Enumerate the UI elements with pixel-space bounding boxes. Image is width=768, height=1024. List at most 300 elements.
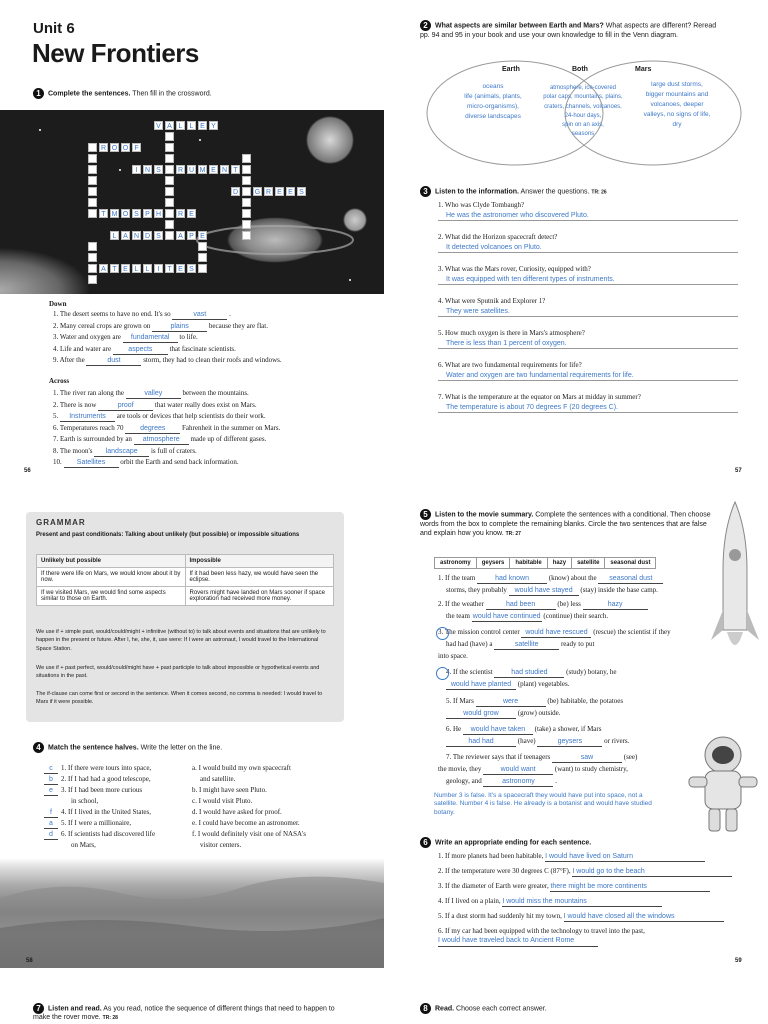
ex4-right-item: a. I would build my own spacecraft [192, 764, 291, 772]
venn-both-line: spin on an axis, [562, 122, 604, 129]
ex5-answer-input[interactable]: hazy [583, 600, 648, 610]
across-list-clue-rest: is full of craters. [149, 446, 197, 455]
ex3-question: 4. What were Sputnik and Explorer 1? [438, 297, 546, 305]
ex5-mid-text: (want) to study chemistry, [553, 765, 628, 773]
crossword-down-plains-cell [165, 143, 174, 152]
crossword-atmosphere-cell: R [177, 211, 184, 218]
crossword-instruments-cell: S [154, 165, 163, 174]
ex5-word: geysers [476, 557, 511, 569]
ex3-item [438, 393, 738, 413]
ex1-number: 1 [33, 88, 44, 99]
ex6-answer-input[interactable]: I would have traveled back to Ancient Rome [438, 936, 598, 946]
ex6-answer-input[interactable]: I would go to the beach [572, 867, 732, 877]
crossword-satellites-cell: T [165, 264, 174, 273]
ex5-text: 3. The mission control center [438, 628, 522, 636]
crossword-degrees-cell: D [232, 189, 239, 196]
ex5-answer-input[interactable]: would have stayed [509, 586, 579, 596]
page-number-56: 56 [24, 468, 31, 474]
across-clue [53, 447, 197, 457]
crossword-satellites-cell: I [154, 264, 163, 273]
ex4-right-item: b. I might have seen Pluto. [192, 786, 267, 794]
crossword-degrees-cell: S [297, 187, 306, 196]
ex3-answer-input[interactable]: He was the astronomer who discovered Pluto. [438, 209, 738, 221]
ex5-circle-3 [436, 627, 449, 640]
ex4-left-item [44, 830, 155, 840]
crossword-down-plains-cell [165, 154, 174, 163]
crossword-proof-cell: F [132, 143, 141, 152]
grammar-subtitle: Present and past conditionals: Talking about unlikely (but possible) or impossible situations [36, 532, 300, 538]
crossword-down-plains-cell [165, 198, 174, 207]
across-list-clue-text: 5. [53, 412, 60, 420]
crossword-valley-cell: E [198, 121, 207, 130]
ex6-answer-input[interactable]: I would have closed all the windows [564, 912, 724, 922]
ex3-item [438, 297, 738, 317]
ex5-or-rivers: or rivers. [602, 737, 630, 745]
down-list-clue-rest: to life. [177, 333, 198, 341]
crossword-down-plains-cell [165, 187, 174, 196]
across-label: Across [49, 377, 70, 385]
crossword-down-plains-cell [165, 176, 174, 185]
crossword-instruments-cell: R [177, 167, 184, 174]
crossword-atmosphere-cell: E [187, 209, 196, 218]
crossword-down-fundamental-cell [242, 154, 251, 163]
ex5-answer-input[interactable]: would want [483, 765, 553, 775]
ex4-left-text: 2. If I had had a good telescope, [61, 775, 151, 783]
ex4-right-item: d. I would have asked for proof. [192, 808, 282, 816]
ex5-circle-4 [436, 667, 449, 680]
venn-earth-text [448, 82, 538, 122]
ex4-answer-input[interactable]: f [44, 808, 58, 818]
ex6-text: 3. If the diameter of Earth were greater, [438, 882, 551, 890]
crossword-landscape-cell: E [198, 231, 207, 240]
crossword-down-fundamental-cell [242, 198, 251, 207]
unit-title: New Frontiers [32, 38, 199, 68]
crossword-valley-cell: L [187, 121, 196, 130]
across-list-answer-input[interactable]: Instruments [60, 412, 115, 422]
grammar-note-3: The if-clause can come first or second in the sentence. When it comes second, no comma is needed: I would travel to Mars if it were possible. [36, 691, 323, 706]
ex6-number: 6 [420, 837, 431, 848]
crossword-landscape-cell: A [121, 231, 130, 240]
across-list-answer-input[interactable]: proof [98, 401, 153, 411]
ex5-mid-text: (see) [622, 753, 638, 761]
ex2-number: 2 [420, 20, 431, 31]
ex5-line [438, 652, 468, 661]
venn-earth-line: oceans [482, 83, 504, 90]
ex5-answer-input[interactable]: would have continued [472, 612, 542, 622]
crossword-atmosphere-cell: T [99, 209, 108, 218]
crossword-landscape-cell: L [110, 231, 119, 240]
ex5-text: geology, and [446, 777, 484, 785]
crossword-instruments-cell: M [199, 167, 206, 174]
ex6-item [438, 912, 738, 922]
grammar-title: GRAMMAR [36, 518, 86, 527]
crossword-proof-cell: R [100, 145, 107, 152]
across-list-clue-text: 6. Temperatures reach 70 [53, 423, 126, 432]
ex4-left-text: 5. If I were a millionaire, [61, 819, 132, 827]
ex5-answer-input[interactable]: astronomy [483, 777, 553, 787]
crossword-valley-cell: A [165, 121, 174, 130]
grammar-table [36, 554, 334, 606]
crossword-atmosphere-cell: P [143, 209, 152, 218]
across-clue [53, 401, 257, 411]
down-list-clue-text: 1. The desert seems to have no end. It's so [53, 310, 173, 318]
crossword-atmosphere-cell: M [111, 211, 118, 218]
ex4-right-item: visitor centers. [200, 841, 242, 849]
crossword-atmosphere-cell: S [132, 209, 141, 218]
crossword-down-aspects-cell [198, 253, 207, 262]
down-list-answer-input[interactable]: fundamental [123, 333, 178, 343]
crossword-down-vast-cell [88, 198, 97, 207]
ex6-text: 6. If my car had been equipped with the technology to travel into the past, [438, 927, 645, 935]
across-list-clue-text: 7. Earth is surrounded by an [53, 435, 134, 443]
crossword-satellites-cell: S [187, 264, 196, 273]
down-list-clue-text: 3. Water and oxygen are [53, 333, 123, 341]
venn-mars-line: bigger mountains and [645, 91, 709, 99]
crossword-down-vast-cell [88, 209, 97, 218]
venn-label-earth: Earth [502, 66, 520, 73]
ex5-answer-input[interactable]: had had [446, 737, 516, 747]
crossword-landscape-cell: D [144, 233, 151, 240]
venn-earth-line: diverse landscapes [465, 113, 521, 121]
unit-label: Unit 6 [33, 20, 75, 37]
ex5-mid-text: (take) a shower, if Mars [532, 725, 602, 733]
venn-mars-text [632, 80, 722, 130]
crossword-down-fundamental-cell [242, 220, 251, 229]
ex5-line [446, 640, 594, 650]
ex4-answer-input[interactable]: d [44, 830, 58, 840]
ex5-line [446, 680, 569, 690]
venn-both-line: atmosphere, ice-covered [549, 85, 617, 91]
crossword-instruments-cell: N [221, 167, 228, 174]
ex5-line [438, 628, 671, 638]
ex5-text: had had [446, 640, 470, 648]
ex6-item [438, 927, 738, 947]
across-clue [53, 458, 239, 468]
ex6-item [438, 897, 738, 907]
ex5-answer-input[interactable]: were [476, 697, 546, 707]
ex4-right-item: c. I would visit Pluto. [192, 797, 253, 805]
ex8-number: 8 [420, 1003, 431, 1014]
down-clue [53, 310, 231, 320]
grammar-col1: Unlikely but possible [37, 555, 186, 568]
grammar-r2c1: If we visited Mars, we would find some aspects similar to those on Earth. [37, 587, 186, 606]
crossword-satellites-cell: T [110, 264, 119, 273]
ex5-line [438, 600, 648, 610]
crossword-down-aspects-cell [198, 264, 207, 273]
ex3-number: 3 [420, 186, 431, 197]
grammar-r1c1: If there were life on Mars, we would know about it by now. [37, 568, 186, 587]
down-clue [53, 333, 198, 343]
crossword-instruments-cell: I [132, 165, 141, 174]
crossword-down-vast-cell [88, 154, 97, 163]
down-list-answer-input[interactable]: dust [86, 356, 141, 366]
ex5-mid-text: (know) about the [547, 574, 599, 582]
ex5-line [446, 697, 623, 707]
crossword-down-fundamental-cell [242, 165, 251, 174]
grammar-box [26, 512, 344, 722]
ex4-left-item [44, 819, 131, 829]
across-clue [53, 424, 280, 434]
crossword-landscape-cell: N [133, 233, 140, 240]
crossword-down-plains-cell [165, 165, 174, 174]
down-list-answer-input[interactable]: aspects [113, 345, 168, 355]
ex3-item [438, 329, 738, 349]
ex5-line [446, 725, 601, 735]
ex5-mid-text: (continue) their search. [541, 612, 609, 620]
ex5-word: satellite [571, 557, 605, 569]
ex6-answer-input[interactable]: I would have lived on Saturn [545, 852, 705, 862]
ex5-answer-input[interactable]: had known [477, 574, 547, 584]
ex5-mid-text: (rescue) the scientist if they [591, 628, 671, 636]
ex5-text: 6. He [446, 725, 463, 733]
across-list-answer-input[interactable]: atmosphere [134, 435, 189, 445]
ex4-left-text: 4. If I lived in the United States, [61, 808, 152, 816]
ex3-answer-input[interactable]: Water and oxygen are two fundamental requirements for life. [438, 369, 738, 381]
venn-both-text [533, 84, 633, 140]
across-list-answer-input[interactable]: Satellites [64, 458, 119, 468]
crossword-down-fundamental-cell [242, 231, 251, 240]
page-number-57: 57 [735, 468, 742, 474]
crossword-down-aspects-cell [198, 242, 207, 251]
astronaut-image [675, 725, 765, 835]
ex3-item [438, 265, 738, 285]
ex6-answer-input[interactable]: there might be more continents [550, 882, 710, 892]
crossword-degrees-cell: G [254, 189, 261, 196]
ex6-text: 1. If more planets had been habitable, [438, 852, 546, 860]
venn-mars-line: dry [672, 121, 682, 129]
down-list-clue-rest: because they are flat. [207, 321, 268, 330]
ex4-right-item: and satellite. [200, 775, 236, 783]
grammar-col2: Impossible [185, 555, 334, 568]
ex3-answer-input[interactable]: The temperature is about 70 degrees F (20 degrees C). [438, 401, 738, 413]
crossword-satellites-cell: E [176, 264, 185, 273]
ex4-answer-input[interactable]: e [44, 786, 58, 796]
ex5-word: seasonal dust [604, 557, 656, 569]
ex5-mid-text: (have) a [469, 640, 495, 648]
ex5-line [446, 777, 557, 787]
venn-label-mars: Mars [635, 66, 652, 73]
ex5-text: 7. The reviewer says that if teenagers [446, 753, 552, 761]
ex4-left-item [44, 841, 96, 850]
across-clue [53, 412, 266, 422]
ex5-text: the team [446, 612, 472, 620]
crossword-down-plains-cell [165, 132, 174, 141]
ex3-question: 2. What did the Horizon spacecraft detect? [438, 233, 558, 241]
ex4-left-text: in school, [71, 797, 99, 805]
across-list-clue-rest: made up of different gases. [188, 435, 267, 443]
venn-earth-line: life (animals, plants, [464, 93, 522, 101]
ex3-heading: 3 Listen to the information. Answer the questions. TR: 26 [420, 186, 607, 197]
ex5-mid-text: (plant) vegetables. [516, 680, 570, 688]
venn-mars-line: valleys, no signs of life, [643, 111, 711, 119]
ex5-answer-input[interactable]: satellite [494, 640, 559, 650]
across-list-clue-rest: orbit the Earth and send back information. [118, 458, 239, 466]
down-label: Down [49, 300, 67, 308]
crossword-atmosphere-cell: H [155, 211, 162, 218]
crossword-atmosphere-cell: O [122, 211, 129, 218]
ex5-mid-text: (stay) inside the base camp. [578, 586, 658, 594]
down-list-clue-text: 9. After the [53, 356, 87, 364]
rocket-image [705, 500, 765, 660]
crossword-satellites-cell: A [99, 264, 108, 273]
ex3-answer-input[interactable]: There is less than 1 percent of oxygen. [438, 337, 738, 349]
crossword-landscape-cell: S [154, 231, 163, 240]
crossword-instruments-cell: E [209, 165, 218, 174]
crossword-instruments-cell: U [188, 167, 195, 174]
down-list-clue-text: 4. Life and water are [53, 344, 113, 353]
ex6-heading: 6 Write an appropriate ending for each sentence. [420, 837, 591, 848]
down-list-answer-input[interactable]: vast [172, 310, 227, 320]
ex5-answer-input[interactable]: would have taken [463, 725, 533, 735]
grammar-r1c2: If it had been less hazy, we would have seen the eclipse. [185, 568, 334, 587]
venn-both-line: seasons [571, 131, 595, 138]
down-clue [53, 345, 236, 355]
across-list-clue-text: 1. The river ran along the [53, 389, 126, 397]
ex3-answer-input[interactable]: It detected volcanoes on Pluto. [438, 241, 738, 253]
ex4-right-item: f. I would definitely visit one of NASA's [192, 830, 307, 838]
ex5-mid-text: . [553, 777, 557, 785]
ex5-line [446, 612, 608, 622]
crossword-landscape-cell: A [176, 231, 185, 240]
ex6-answer-input[interactable]: I would miss the mountains [502, 897, 662, 907]
ex6-text: 4. If I lived on a plain, [438, 897, 503, 905]
ex3-question: 7. What is the temperature at the equator on Mars at midday in summer? [438, 393, 641, 401]
ex5-mid-text: (be) habitable, the potatoes [545, 697, 624, 705]
ex7-number: 7 [33, 1003, 44, 1014]
ex5-answer-input[interactable]: would have planted [446, 680, 516, 690]
venn-earth-line: micro-organisms), [466, 103, 519, 111]
ex4-answer-input[interactable]: c [44, 764, 58, 774]
across-list-answer-input[interactable]: degrees [125, 424, 180, 434]
crossword-instruments-cell: T [231, 165, 240, 174]
ex1-heading: 1 Complete the sentences. Then fill in the crossword. [33, 88, 363, 99]
ex4-number: 4 [33, 742, 44, 753]
across-clue [53, 435, 266, 445]
ex6-item [438, 867, 738, 877]
ex4-right-item: e. I could have become an astronomer. [192, 819, 300, 827]
grammar-r2c2: Rovers might have landed on Mars sooner if space exploration had received more money. [185, 587, 334, 606]
crossword-down-dust-cell [88, 253, 97, 262]
crossword-proof-cell: O [111, 145, 118, 152]
space-image [0, 110, 384, 294]
crossword-satellites-cell: L [143, 264, 152, 273]
crossword-valley-cell: V [154, 121, 163, 130]
ex5-line [438, 574, 663, 584]
ex6-text: 5. If a dust storm had suddenly hit my town, [438, 912, 564, 920]
crossword-down-plains-cell [165, 231, 174, 240]
ex5-line [446, 709, 561, 719]
ex5-answer-input[interactable]: would grow [446, 709, 516, 719]
venn-both-line: craters, channels, volcanoes, [544, 103, 622, 110]
crossword-valley-cell: L [176, 121, 185, 130]
ex8-heading: 8 Read. Choose each correct answer. [420, 1003, 547, 1014]
crossword-down-dust-cell [88, 275, 97, 284]
ex5-mid-text: (study) botany, he [564, 668, 617, 676]
down-list-answer-input[interactable]: plains [152, 322, 207, 332]
mars-landscape-image [0, 858, 384, 968]
ex5-word-box [434, 549, 655, 569]
ex5-answer-input[interactable]: had been [486, 600, 556, 610]
across-list-clue-text: 10. [53, 458, 64, 466]
ex5-text: into space. [438, 652, 468, 660]
venn-label-both: Both [572, 66, 588, 73]
ex5-word: hazy [547, 557, 572, 569]
ex4-answer-input[interactable]: b [44, 775, 58, 785]
ex5-explanation: Number 3 is false. It's a spacecraft they would have put into space, not a satellite. Number 4 is false. He already is a botanist and would have studied botany. [434, 792, 652, 816]
ex3-item [438, 361, 738, 381]
crossword-down-vast-cell [88, 165, 97, 174]
ex5-answer-input[interactable]: had studied [494, 668, 564, 678]
across-list-clue-text: 2. There is now [53, 400, 99, 409]
ex5-line [438, 765, 628, 775]
down-list-clue-text: 2. Many cereal crops are grown on [53, 321, 153, 330]
ex3-question: 3. What was the Mars rover, Curiosity, equipped with? [438, 265, 591, 273]
crossword-satellites-cell: L [132, 264, 141, 273]
ex5-word: astronomy [434, 557, 477, 569]
grammar-note-2: We use if + past perfect, would/could/might have + past participle to talk about impossible or hypothetical events and situations in the past. [36, 665, 320, 680]
ex5-text: 4. If the scientist [446, 668, 495, 676]
across-list-answer-input[interactable]: landscape [94, 447, 149, 457]
crossword-down-plains-cell [165, 209, 174, 218]
ex5-answer-input[interactable]: geysers [537, 737, 602, 747]
ex3-question: 5. How much oxygen is there in Mars's atmosphere? [438, 329, 585, 337]
ex3-item [438, 201, 738, 221]
grammar-note-1: We use if + simple past, would/could/might + infinitive (without to) to talk about events and situations that are unlikely to happen in the present or future. After I, he, she, it, use were: If I were an astronaut, I would travel to the International Space Station. [36, 629, 326, 652]
crossword-down-fundamental-cell [242, 176, 251, 185]
crossword-instruments-cell: N [144, 167, 151, 174]
ex3-answer-input[interactable]: They were satellites. [438, 305, 738, 317]
crossword-proof-cell: O [122, 145, 129, 152]
ex4-left-item [44, 775, 151, 785]
ex5-answer-input[interactable]: saw [552, 753, 622, 763]
ex6-text: 2. If the temperature were 30 degrees C (87°F), [438, 867, 573, 875]
ex5-number: 5 [420, 509, 431, 520]
mars-rocks [0, 858, 384, 968]
ex6-item [438, 852, 738, 862]
ex4-left-text: 1. If there were tours into space, [61, 764, 152, 772]
across-list-answer-input[interactable]: valley [126, 389, 181, 399]
ex4-heading: 4 Match the sentence halves. Write the letter on the line. [33, 742, 222, 753]
ex3-answer-input[interactable]: It was equipped with ten different types of instruments. [438, 273, 738, 285]
ex5-answer-input[interactable]: seasonal dust [598, 574, 663, 584]
ex4-answer-input[interactable]: a [44, 819, 58, 829]
ex3-question: 1. Who was Clyde Tombaugh? [438, 201, 525, 209]
venn-both-line: polar caps, mountains, plains, [543, 94, 623, 101]
ex4-left-text: 6. If scientists had discovered life [61, 830, 156, 838]
ex5-answer-input[interactable]: would have rescued [521, 628, 591, 638]
crossword-degrees-cell: R [265, 189, 272, 196]
crossword-down-vast-cell [88, 143, 97, 152]
ex5-line [446, 668, 616, 678]
crossword-degrees-cell: E [286, 187, 295, 196]
down-list-clue-rest: that fascinate scientists. [167, 344, 236, 353]
crossword-down-dust-cell [88, 264, 97, 273]
page-number-59: 59 [735, 958, 742, 964]
crossword-down-plains-cell [165, 220, 174, 229]
across-list-clue-rest: between the mountains. [180, 389, 249, 397]
crossword-landscape-cell: P [187, 231, 196, 240]
ex5-line [446, 737, 629, 747]
across-list-clue-rest: Fahrenheit in the summer on Mars. [180, 423, 281, 432]
across-list-clue-text: 8. The moon's [53, 446, 95, 455]
ex5-text: the movie, they [438, 765, 484, 773]
crossword-down-fundamental-cell [242, 209, 251, 218]
ex4-left-item [44, 786, 142, 796]
crossword-valley-cell: Y [209, 121, 218, 130]
ex5-mid-text: (grow) outside. [516, 709, 561, 717]
crossword-satellites-cell: E [121, 264, 130, 273]
venn-both-line: 24-hour days, [564, 112, 602, 119]
